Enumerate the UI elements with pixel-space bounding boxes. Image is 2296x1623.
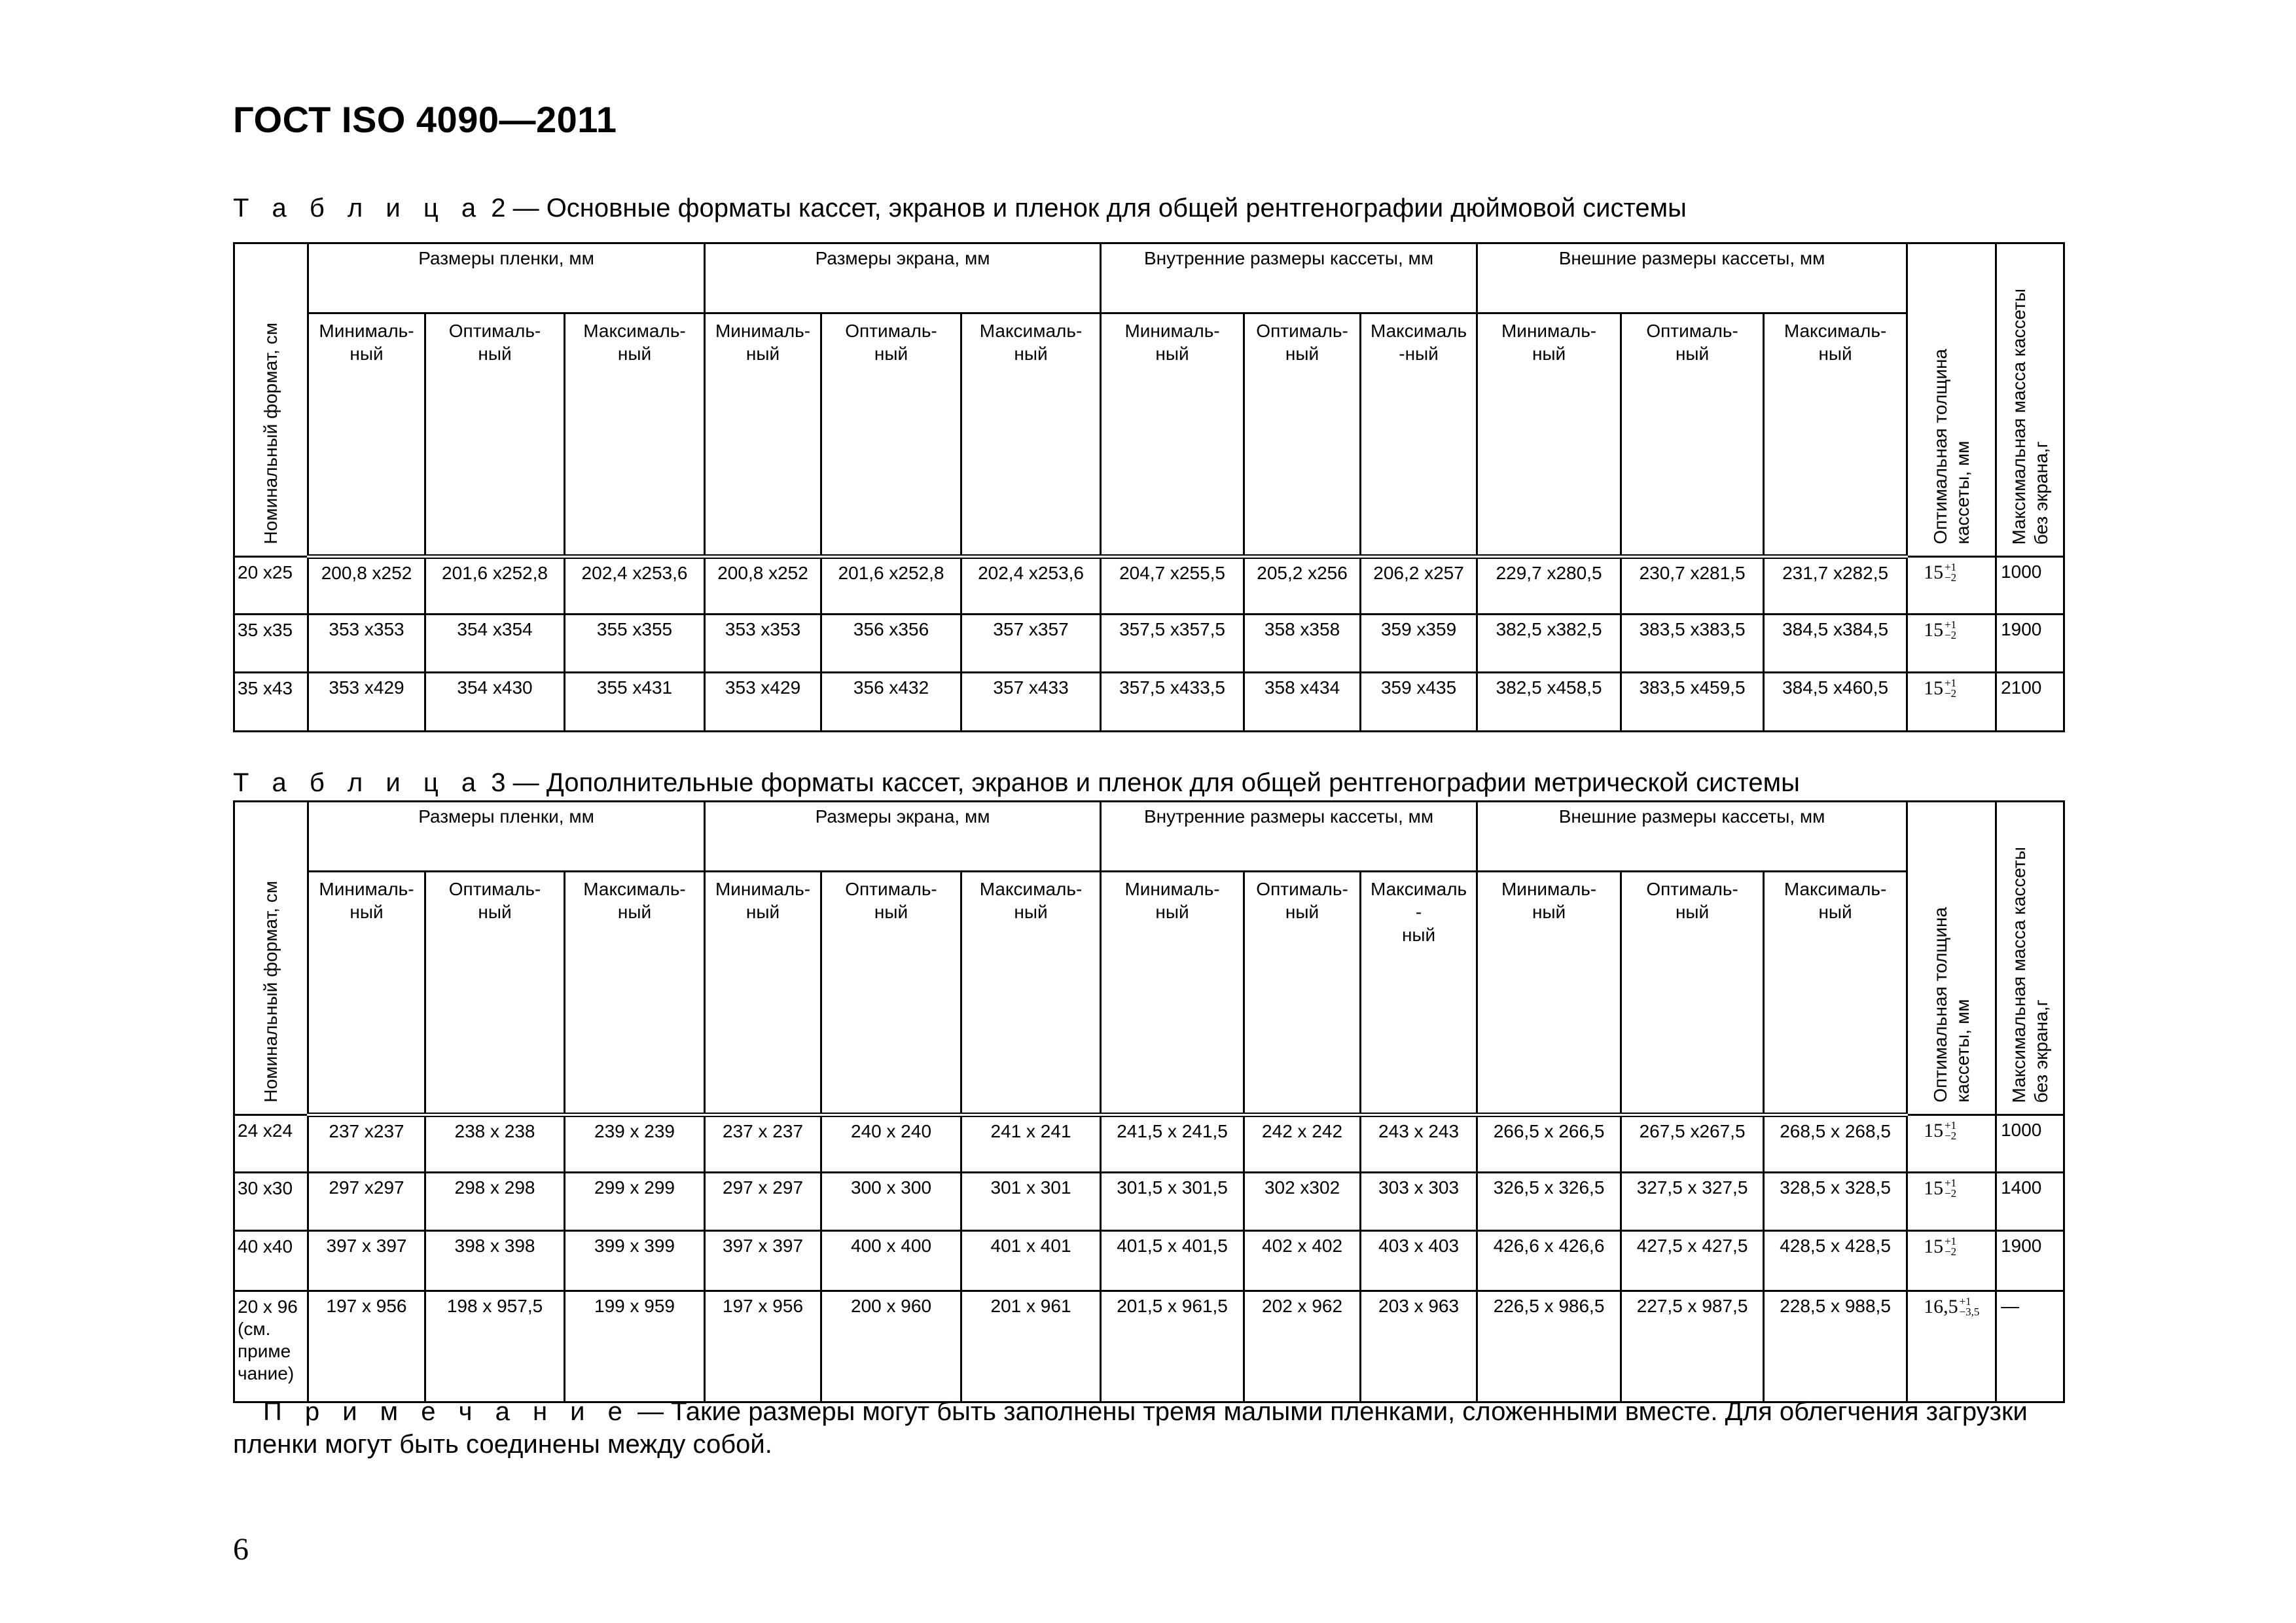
header-inner-size: Внутренние размеры кассеты, мм	[1101, 243, 1477, 313]
table-3-caption	[233, 768, 1800, 798]
header-inner-opt: Оптималь- ный	[1244, 872, 1361, 1115]
table-row	[234, 1173, 2064, 1231]
header-inner-max: Максималь -ный	[1361, 313, 1477, 557]
header-thickness: Оптимальная толщина кассеты, мм	[1907, 243, 1996, 557]
cell-inner-min: 357,5 x433,5	[1101, 673, 1244, 732]
cell-film-opt: 238 x 238	[425, 1115, 565, 1173]
cell-inner-max: 359 x435	[1361, 673, 1477, 732]
cell-outer-max: 384,5 x460,5	[1764, 673, 1907, 732]
cell-outer-min: 382,5 x458,5	[1477, 673, 1621, 732]
note-text: — Такие размеры могут быть заполнены тремя малыми пленками, сложенными вместе. Для облегчения загрузки пленки могут быть соединены между собой.	[233, 1397, 2028, 1459]
cell-outer-max: 231,7 x282,5	[1764, 557, 1907, 615]
cell-screen-opt: 300 x 300	[821, 1173, 961, 1231]
cell-inner-min: 401,5 x 401,5	[1101, 1231, 1244, 1291]
cell-inner-opt: 358 x434	[1244, 673, 1361, 732]
table-3-label: Т а б л и ц а	[233, 768, 484, 797]
thickness-tolerance: 16,5 +1 −3,5	[1924, 1295, 1980, 1318]
cell-outer-min: 229,7 x280,5	[1477, 557, 1621, 615]
cell-screen-opt: 356 x432	[821, 673, 961, 732]
header-screen-opt: Оптималь- ный	[821, 313, 961, 557]
cell-nominal-format: 35 x35	[234, 615, 308, 673]
cell-screen-max: 401 x 401	[961, 1231, 1101, 1291]
cell-outer-max: 228,5 x 988,5	[1764, 1291, 1907, 1402]
cell-film-max: 355 x355	[565, 615, 705, 673]
note-label: П р и м е ч а н и е	[263, 1397, 630, 1426]
cell-mass: 1400	[1996, 1173, 2064, 1231]
header-outer-max: Максималь- ный	[1764, 313, 1907, 557]
header-outer-size: Внешние размеры кассеты, мм	[1477, 243, 1907, 313]
header-screen-min: Минималь- ный	[705, 313, 821, 557]
header-screen-opt: Оптималь- ный	[821, 872, 961, 1115]
cell-film-max: 239 x 239	[565, 1115, 705, 1173]
cell-screen-opt: 240 x 240	[821, 1115, 961, 1173]
cell-inner-max: 203 x 963	[1361, 1291, 1477, 1402]
table-3	[233, 800, 2065, 1403]
cell-film-max: 399 x 399	[565, 1231, 705, 1291]
cell-inner-min: 204,7 x255,5	[1101, 557, 1244, 615]
cell-film-min: 353 x429	[308, 673, 425, 732]
cell-film-max: 199 x 959	[565, 1291, 705, 1402]
header-screen-max: Максималь- ный	[961, 313, 1101, 557]
cell-inner-min: 301,5 x 301,5	[1101, 1173, 1244, 1231]
table-row	[234, 615, 2064, 673]
cell-outer-max: 384,5 x384,5	[1764, 615, 1907, 673]
cell-inner-max: 303 x 303	[1361, 1173, 1477, 1231]
header-outer-opt: Оптималь- ный	[1621, 872, 1764, 1115]
cell-inner-max: 359 x359	[1361, 615, 1477, 673]
header-film-opt: Оптималь- ный	[425, 313, 565, 557]
cell-outer-max: 428,5 x 428,5	[1764, 1231, 1907, 1291]
table-2-caption	[233, 194, 1687, 223]
cell-thickness	[1907, 1291, 1996, 1402]
cell-mass: 1900	[1996, 615, 2064, 673]
header-film-size: Размеры пленки, мм	[308, 802, 705, 872]
cell-film-min: 197 x 956	[308, 1291, 425, 1402]
cell-screen-min: 200,8 x252	[705, 557, 821, 615]
cell-screen-min: 297 x 297	[705, 1173, 821, 1231]
cell-film-min: 397 x 397	[308, 1231, 425, 1291]
header-mass: Максимальная масса кассеты без экрана,г	[1996, 802, 2064, 1115]
thickness-tolerance: 15 +1 −2	[1924, 618, 1957, 641]
cell-screen-max: 357 x357	[961, 615, 1101, 673]
cell-nominal-format: 35 x43	[234, 673, 308, 732]
cell-mass: —	[1996, 1291, 2064, 1402]
cell-thickness	[1907, 615, 1996, 673]
header-screen-max: Максималь- ный	[961, 872, 1101, 1115]
cell-nominal-format: 30 x30	[234, 1173, 308, 1231]
header-film-opt: Оптималь- ный	[425, 872, 565, 1115]
header-screen-size: Размеры экрана, мм	[705, 802, 1101, 872]
table-2-body	[234, 557, 2064, 732]
cell-film-opt: 354 x354	[425, 615, 565, 673]
cell-mass: 1000	[1996, 557, 2064, 615]
cell-outer-max: 268,5 x 268,5	[1764, 1115, 1907, 1173]
cell-outer-min: 426,6 x 426,6	[1477, 1231, 1621, 1291]
header-screen-min: Минималь- ный	[705, 872, 821, 1115]
cell-outer-opt: 383,5 x383,5	[1621, 615, 1764, 673]
cell-film-max: 202,4 x253,6	[565, 557, 705, 615]
cell-film-min: 237 x237	[308, 1115, 425, 1173]
table-3-caption-text: 3 — Дополнительные форматы кассет, экранов и пленок для общей рентгенографии метрической системы	[484, 768, 1800, 797]
cell-inner-max: 403 x 403	[1361, 1231, 1477, 1291]
document-code: ГОСТ ISO 4090—2011	[233, 99, 617, 140]
thickness-tolerance: 15 +1 −2	[1924, 561, 1957, 584]
thickness-tolerance: 15 +1 −2	[1924, 1235, 1957, 1258]
header-film-size: Размеры пленки, мм	[308, 243, 705, 313]
thickness-tolerance: 15 +1 −2	[1924, 677, 1957, 700]
header-inner-max: Максималь - ный	[1361, 872, 1477, 1115]
header-outer-opt: Оптималь- ный	[1621, 313, 1764, 557]
cell-outer-min: 226,5 x 986,5	[1477, 1291, 1621, 1402]
cell-inner-opt: 205,2 x256	[1244, 557, 1361, 615]
page-number: 6	[233, 1532, 249, 1567]
cell-screen-opt: 200 x 960	[821, 1291, 961, 1402]
cell-film-opt: 298 x 298	[425, 1173, 565, 1231]
thickness-tolerance: 15 +1 −2	[1924, 1177, 1957, 1200]
cell-thickness	[1907, 1115, 1996, 1173]
header-thickness: Оптимальная толщина кассеты, мм	[1907, 802, 1996, 1115]
cell-outer-opt: 227,5 x 987,5	[1621, 1291, 1764, 1402]
cell-inner-opt: 242 x 242	[1244, 1115, 1361, 1173]
cell-nominal-format: 24 x24	[234, 1115, 308, 1173]
cell-film-opt: 354 x430	[425, 673, 565, 732]
header-screen-size: Размеры экрана, мм	[705, 243, 1101, 313]
cell-screen-max: 201 x 961	[961, 1291, 1101, 1402]
cell-outer-opt: 383,5 x459,5	[1621, 673, 1764, 732]
header-film-min: Минималь- ный	[308, 872, 425, 1115]
cell-film-opt: 398 x 398	[425, 1231, 565, 1291]
header-outer-min: Минималь- ный	[1477, 872, 1621, 1115]
cell-screen-min: 397 x 397	[705, 1231, 821, 1291]
cell-screen-max: 202,4 x253,6	[961, 557, 1101, 615]
cell-screen-opt: 400 x 400	[821, 1231, 961, 1291]
cell-screen-max: 241 x 241	[961, 1115, 1101, 1173]
cell-film-opt: 198 x 957,5	[425, 1291, 565, 1402]
header-outer-min: Минималь- ный	[1477, 313, 1621, 557]
cell-inner-min: 357,5 x357,5	[1101, 615, 1244, 673]
cell-film-min: 297 x297	[308, 1173, 425, 1231]
table-row	[234, 557, 2064, 615]
cell-thickness	[1907, 1173, 1996, 1231]
cell-inner-opt: 202 x 962	[1244, 1291, 1361, 1402]
cell-film-max: 299 x 299	[565, 1173, 705, 1231]
table-note	[233, 1395, 2072, 1461]
header-outer-max: Максималь- ный	[1764, 872, 1907, 1115]
header-outer-size: Внешние размеры кассеты, мм	[1477, 802, 1907, 872]
cell-thickness	[1907, 1231, 1996, 1291]
cell-inner-min: 201,5 x 961,5	[1101, 1291, 1244, 1402]
cell-inner-max: 243 x 243	[1361, 1115, 1477, 1173]
cell-nominal-format: 40 x40	[234, 1231, 308, 1291]
cell-thickness	[1907, 673, 1996, 732]
table-3-body	[234, 1115, 2064, 1402]
header-inner-min: Минималь- ный	[1101, 872, 1244, 1115]
header-film-min: Минималь- ный	[308, 313, 425, 557]
header-mass: Максимальная масса кассеты без экрана,г	[1996, 243, 2064, 557]
cell-screen-min: 237 x 237	[705, 1115, 821, 1173]
cell-outer-min: 326,5 x 326,5	[1477, 1173, 1621, 1231]
cell-outer-opt: 327,5 x 327,5	[1621, 1173, 1764, 1231]
thickness-tolerance: 15 +1 −2	[1924, 1119, 1957, 1142]
cell-mass: 1900	[1996, 1231, 2064, 1291]
cell-outer-max: 328,5 x 328,5	[1764, 1173, 1907, 1231]
cell-inner-opt: 358 x358	[1244, 615, 1361, 673]
table-row	[234, 1115, 2064, 1173]
cell-outer-opt: 427,5 x 427,5	[1621, 1231, 1764, 1291]
cell-nominal-format: 20 x 96 (см. приме чание)	[234, 1291, 308, 1402]
cell-film-max: 355 x431	[565, 673, 705, 732]
cell-outer-min: 266,5 x 266,5	[1477, 1115, 1621, 1173]
cell-screen-opt: 201,6 x252,8	[821, 557, 961, 615]
cell-screen-opt: 356 x356	[821, 615, 961, 673]
cell-inner-max: 206,2 x257	[1361, 557, 1477, 615]
cell-screen-min: 353 x353	[705, 615, 821, 673]
table-2-label: Т а б л и ц а	[233, 194, 484, 223]
header-inner-size: Внутренние размеры кассеты, мм	[1101, 802, 1477, 872]
table-row	[234, 1291, 2064, 1402]
cell-mass: 1000	[1996, 1115, 2064, 1173]
cell-outer-min: 382,5 x382,5	[1477, 615, 1621, 673]
cell-film-opt: 201,6 x252,8	[425, 557, 565, 615]
cell-inner-opt: 302 x302	[1244, 1173, 1361, 1231]
table-row	[234, 673, 2064, 732]
header-film-max: Максималь- ный	[565, 872, 705, 1115]
header-nominal-format: Номинальный формат, см	[234, 243, 308, 557]
cell-mass: 2100	[1996, 673, 2064, 732]
header-inner-opt: Оптималь- ный	[1244, 313, 1361, 557]
header-nominal-format: Номинальный формат, см	[234, 802, 308, 1115]
cell-screen-max: 301 x 301	[961, 1173, 1101, 1231]
cell-outer-opt: 230,7 x281,5	[1621, 557, 1764, 615]
cell-screen-max: 357 x433	[961, 673, 1101, 732]
cell-inner-min: 241,5 x 241,5	[1101, 1115, 1244, 1173]
header-inner-min: Минималь- ный	[1101, 313, 1244, 557]
header-film-max: Максималь- ный	[565, 313, 705, 557]
table-row	[234, 1231, 2064, 1291]
cell-outer-opt: 267,5 x267,5	[1621, 1115, 1764, 1173]
cell-nominal-format: 20 x25	[234, 557, 308, 615]
table-2-caption-text: 2 — Основные форматы кассет, экранов и пленок для общей рентгенографии дюймовой системы	[484, 194, 1687, 223]
cell-film-min: 200,8 x252	[308, 557, 425, 615]
cell-screen-min: 353 x429	[705, 673, 821, 732]
cell-thickness	[1907, 557, 1996, 615]
cell-inner-opt: 402 x 402	[1244, 1231, 1361, 1291]
cell-film-min: 353 x353	[308, 615, 425, 673]
table-2	[233, 242, 2065, 732]
cell-screen-min: 197 x 956	[705, 1291, 821, 1402]
